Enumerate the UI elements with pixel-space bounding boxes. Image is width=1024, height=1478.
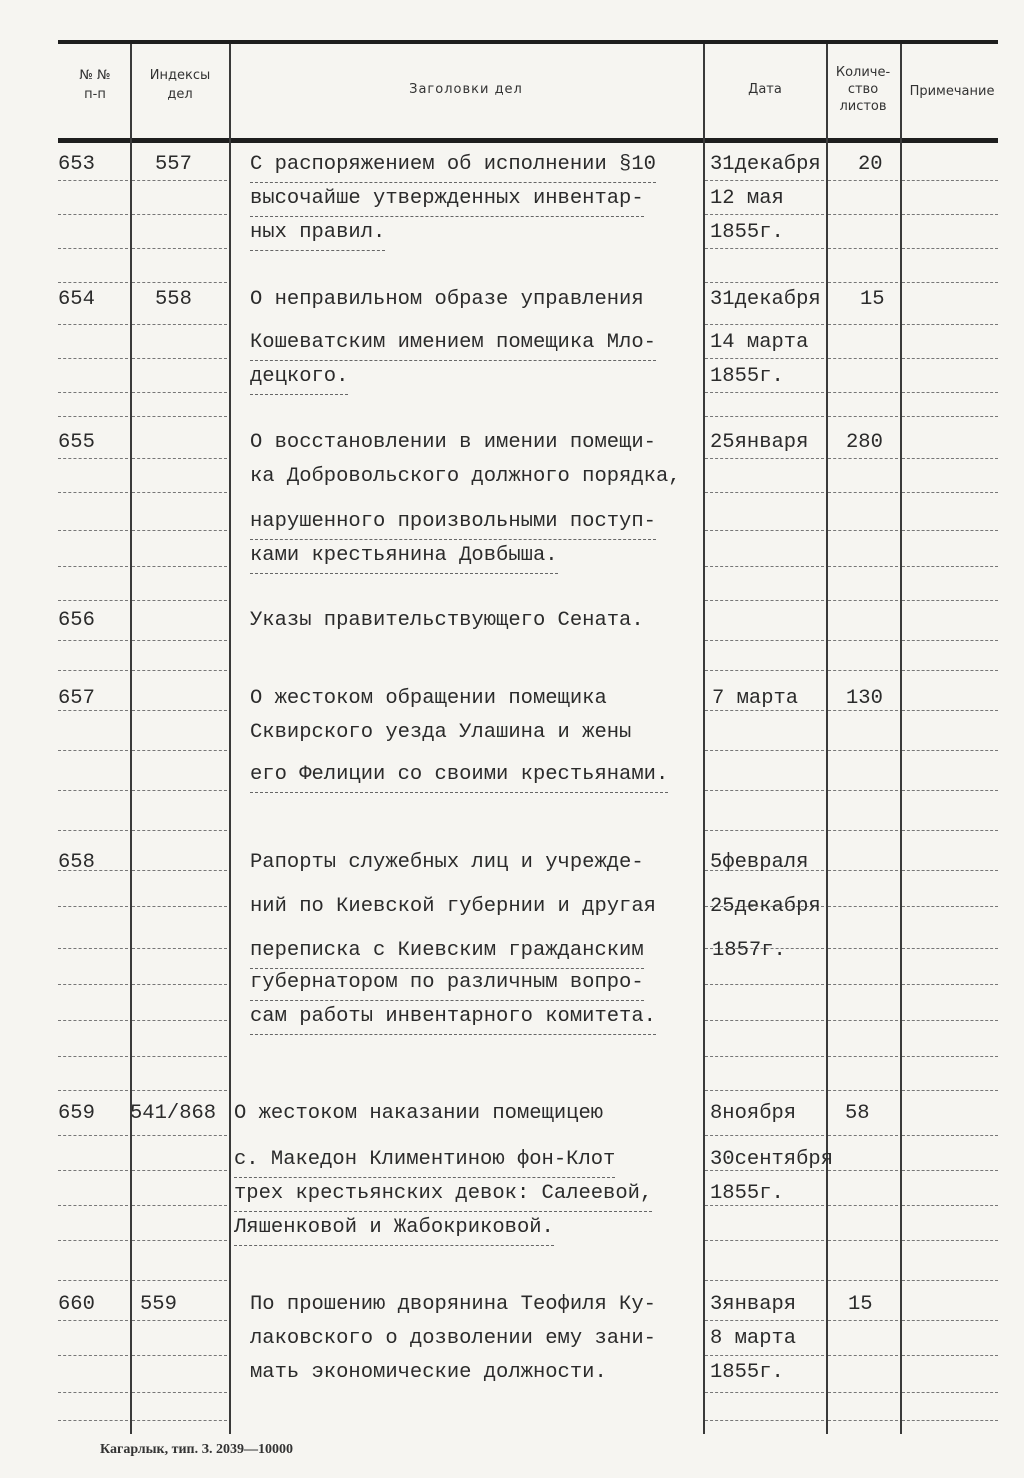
ruled-line	[828, 416, 898, 418]
row-count: 15	[860, 288, 885, 311]
header-note: Примечание	[909, 84, 995, 99]
ruled-line	[58, 1355, 128, 1357]
row-count: 58	[845, 1102, 870, 1125]
ruled-line	[58, 1240, 128, 1242]
ruled-line	[132, 710, 227, 712]
title-line: лаковского о дозволении ему зани-	[250, 1327, 656, 1350]
ruled-line	[58, 1020, 128, 1022]
ruled-line	[902, 906, 998, 908]
ruled-line	[58, 1392, 128, 1394]
row-index: 557	[155, 153, 192, 176]
ruled-line	[132, 1240, 227, 1242]
date-line: 7 марта	[712, 687, 799, 710]
title-line: Сквирского уезда Улашина и жены	[250, 721, 632, 744]
row-index: 559	[140, 1293, 177, 1316]
ruled-line	[902, 750, 998, 752]
column-divider	[130, 44, 132, 1434]
ruled-line	[902, 180, 998, 182]
ruled-line	[828, 492, 898, 494]
ruled-line	[828, 1355, 898, 1357]
ruled-line	[705, 1056, 824, 1058]
date-line: 31декабря	[710, 288, 821, 311]
title-line: По прошению дворянина Теофиля Ку-	[250, 1293, 656, 1316]
ruled-line	[58, 324, 128, 326]
ruled-line	[58, 1205, 128, 1207]
title-line: ний по Киевской губернии и другая	[250, 895, 656, 918]
ruled-line	[828, 1020, 898, 1022]
ruled-line	[902, 710, 998, 712]
ruled-line	[132, 830, 227, 832]
date-line: 1855г.	[710, 1361, 784, 1384]
ruled-line	[828, 1280, 898, 1282]
ruled-line	[132, 906, 227, 908]
ruled-line	[132, 530, 227, 532]
ruled-line	[902, 870, 998, 872]
header-date: Дата	[748, 82, 782, 97]
ruled-line	[828, 906, 898, 908]
ruled-line	[132, 1135, 227, 1137]
ruled-line	[828, 640, 898, 642]
ruled-line	[705, 750, 824, 752]
printer-imprint: Кагарлык, тип. З. 2039—10000	[100, 1442, 294, 1457]
date-line: 14 марта	[710, 331, 809, 354]
ruled-line	[58, 416, 128, 418]
ruled-line	[828, 790, 898, 792]
row-index: 541/868	[130, 1102, 217, 1125]
ruled-line	[58, 640, 128, 642]
ruled-line	[705, 1420, 824, 1422]
ruled-line	[828, 1240, 898, 1242]
ruled-line	[132, 358, 227, 360]
title-line: Рапорты служебных лиц и учрежде-	[250, 851, 644, 874]
ruled-line	[58, 566, 128, 568]
ruled-line	[132, 670, 227, 672]
ruled-line	[58, 358, 128, 360]
row-count: 20	[858, 153, 883, 176]
title-line: Ляшенковой и Жабокриковой.	[234, 1211, 554, 1246]
ruled-line	[58, 1056, 128, 1058]
title-line: Кошеватским имением помещика Мло-	[250, 326, 656, 361]
ruled-line	[705, 1240, 824, 1242]
title-line: высочайше утвержденных инвентар-	[250, 182, 644, 217]
header-count: Количе- ство листов	[835, 65, 891, 114]
ruled-line	[132, 492, 227, 494]
ruled-line	[132, 1355, 227, 1357]
ruled-line	[828, 1090, 898, 1092]
ruled-line	[132, 248, 227, 250]
title-line: О неправильном образе управления	[250, 288, 644, 311]
ruled-line	[705, 1020, 824, 1022]
title-line: губернатором по различным вопро-	[250, 966, 644, 1001]
ruled-line	[705, 1280, 824, 1282]
row-num: 654	[58, 288, 95, 311]
row-num: 660	[58, 1293, 95, 1316]
ruled-line	[902, 1420, 998, 1422]
ruled-line	[828, 1056, 898, 1058]
ruled-line	[902, 1320, 998, 1322]
title-line: О жестоком обращении помещика	[250, 687, 607, 710]
date-line: 25января	[710, 431, 809, 454]
ruled-line	[132, 566, 227, 568]
ruled-line	[705, 600, 824, 602]
ruled-line	[58, 1420, 128, 1422]
ruled-line	[902, 214, 998, 216]
ruled-line	[58, 248, 128, 250]
row-num: 653	[58, 153, 95, 176]
date-line: 1855г.	[710, 365, 784, 388]
ruled-line	[902, 358, 998, 360]
ruled-line	[902, 948, 998, 950]
ruled-line	[132, 1056, 227, 1058]
title-line: децкого.	[250, 360, 348, 395]
title-line: О восстановлении в имении помещи-	[250, 431, 656, 454]
ruled-line	[132, 640, 227, 642]
ruled-line	[58, 1280, 128, 1282]
title-line: Указы правительствующего Сената.	[250, 609, 644, 632]
title-line: ных правил.	[250, 216, 385, 251]
ruled-line	[132, 790, 227, 792]
ruled-line	[902, 530, 998, 532]
ruled-line	[828, 1420, 898, 1422]
title-line: его Фелиции со своими крестьянами.	[250, 758, 668, 793]
header-index: Индексы дел	[149, 68, 211, 102]
title-line: ка Добровольского должного порядка,	[250, 465, 681, 488]
ruled-line	[58, 750, 128, 752]
header-bottom-rule	[58, 138, 998, 143]
title-line: С распоряжением об исполнении §10	[250, 148, 656, 183]
ruled-line	[705, 1392, 824, 1394]
column-divider	[826, 44, 828, 1434]
row-num: 657	[58, 687, 95, 710]
ruled-line	[828, 1170, 898, 1172]
date-line: 1855г.	[710, 221, 784, 244]
ruled-line	[828, 948, 898, 950]
ruled-line	[132, 324, 227, 326]
ruled-line	[828, 392, 898, 394]
ruled-line	[902, 1135, 998, 1137]
title-line: сам работы инвентарного комитета.	[250, 1000, 656, 1035]
ruled-line	[828, 530, 898, 532]
ruled-line	[902, 1205, 998, 1207]
ruled-line	[828, 984, 898, 986]
date-line: 1857г.	[712, 939, 786, 962]
ruled-line	[132, 948, 227, 950]
row-num: 659	[58, 1102, 95, 1125]
ruled-line	[132, 1205, 227, 1207]
title-line: О жестоком наказании помещицею	[234, 1102, 604, 1125]
header-top-rule	[58, 40, 998, 44]
ruled-line	[828, 1135, 898, 1137]
ruled-line	[902, 282, 998, 284]
ruled-line	[132, 416, 227, 418]
ruled-line	[902, 640, 998, 642]
date-line: 30сентября	[710, 1148, 834, 1171]
ruled-line	[132, 1280, 227, 1282]
ruled-line	[828, 214, 898, 216]
ruled-line	[58, 530, 128, 532]
title-line: переписка с Киевским гражданским	[250, 934, 644, 969]
ruled-line	[58, 600, 128, 602]
ruled-line	[828, 670, 898, 672]
ruled-line	[705, 640, 824, 642]
ruled-line	[902, 1056, 998, 1058]
column-divider	[229, 44, 231, 1434]
title-line: нарушенного произвольными поступ-	[250, 505, 656, 540]
ruled-line	[902, 492, 998, 494]
date-line: 12 мая	[710, 187, 784, 210]
ruled-line	[828, 830, 898, 832]
ruled-line	[705, 670, 824, 672]
ruled-line	[705, 1135, 824, 1137]
ruled-line	[705, 830, 824, 832]
title-line: с. Македон Климентиною фон-Клот	[234, 1143, 615, 1178]
ruled-line	[705, 416, 824, 418]
ruled-line	[132, 458, 227, 460]
date-line: 5февраля	[710, 851, 809, 874]
ruled-line	[132, 870, 227, 872]
title-line: мать экономические должности.	[250, 1361, 607, 1384]
row-num: 658	[58, 851, 95, 874]
column-divider	[703, 44, 705, 1434]
ruled-line	[902, 830, 998, 832]
title-line: трех крестьянских девок: Салеевой,	[234, 1177, 652, 1212]
ruled-line	[705, 492, 824, 494]
column-divider	[900, 44, 902, 1434]
header-num: № № п-п	[79, 68, 111, 102]
ruled-line	[902, 1355, 998, 1357]
ruled-line	[828, 870, 898, 872]
ruled-line	[902, 324, 998, 326]
ruled-line	[828, 750, 898, 752]
ruled-line	[705, 984, 824, 986]
ruled-line	[828, 1205, 898, 1207]
ruled-line	[828, 324, 898, 326]
ruled-line	[132, 984, 227, 986]
ruled-line	[58, 906, 128, 908]
ruled-line	[58, 1135, 128, 1137]
title-line: ками крестьянина Довбыша.	[250, 539, 558, 574]
row-num: 655	[58, 431, 95, 454]
ruled-line	[902, 790, 998, 792]
ruled-line	[58, 830, 128, 832]
ruled-line	[902, 416, 998, 418]
ruled-line	[902, 600, 998, 602]
ruled-line	[58, 790, 128, 792]
ruled-line	[902, 248, 998, 250]
row-index: 558	[155, 288, 192, 311]
ruled-line	[58, 1090, 128, 1092]
ruled-line	[902, 1020, 998, 1022]
ruled-line	[828, 566, 898, 568]
ruled-line	[828, 358, 898, 360]
date-line: 1855г.	[710, 1182, 784, 1205]
ruled-line	[705, 566, 824, 568]
ruled-line	[58, 492, 128, 494]
ruled-line	[902, 566, 998, 568]
ruled-line	[132, 1020, 227, 1022]
ruled-line	[58, 214, 128, 216]
ruled-line	[58, 1170, 128, 1172]
row-num: 656	[58, 609, 95, 632]
ruled-line	[828, 600, 898, 602]
ruled-line	[132, 1170, 227, 1172]
ruled-line	[902, 984, 998, 986]
ruled-line	[132, 1090, 227, 1092]
ruled-line	[902, 1280, 998, 1282]
ruled-line	[902, 458, 998, 460]
ruled-line	[902, 670, 998, 672]
ruled-line	[828, 248, 898, 250]
ruled-line	[902, 1240, 998, 1242]
ruled-line	[902, 1170, 998, 1172]
ruled-line	[58, 392, 128, 394]
ruled-line	[58, 670, 128, 672]
ruled-line	[132, 392, 227, 394]
ruled-line	[58, 984, 128, 986]
date-line: 31декабря	[710, 153, 821, 176]
ruled-line	[132, 214, 227, 216]
ruled-line	[132, 750, 227, 752]
ruled-line	[132, 600, 227, 602]
date-line: 25декабря	[710, 895, 821, 918]
row-count: 280	[846, 431, 883, 454]
ruled-line	[58, 948, 128, 950]
row-count: 15	[848, 1293, 873, 1316]
ruled-line	[132, 1392, 227, 1394]
date-line: 3января	[710, 1293, 797, 1316]
ruled-line	[902, 1090, 998, 1092]
ruled-line	[705, 790, 824, 792]
date-line: 8ноября	[710, 1102, 797, 1125]
ruled-line	[902, 392, 998, 394]
ruled-line	[705, 530, 824, 532]
ruled-line	[705, 1090, 824, 1092]
date-line: 8 марта	[710, 1327, 797, 1350]
ruled-line	[132, 1420, 227, 1422]
ruled-line	[828, 1392, 898, 1394]
ruled-line	[902, 1392, 998, 1394]
row-count: 130	[846, 687, 883, 710]
header-title: Заголовки дел	[409, 82, 523, 97]
